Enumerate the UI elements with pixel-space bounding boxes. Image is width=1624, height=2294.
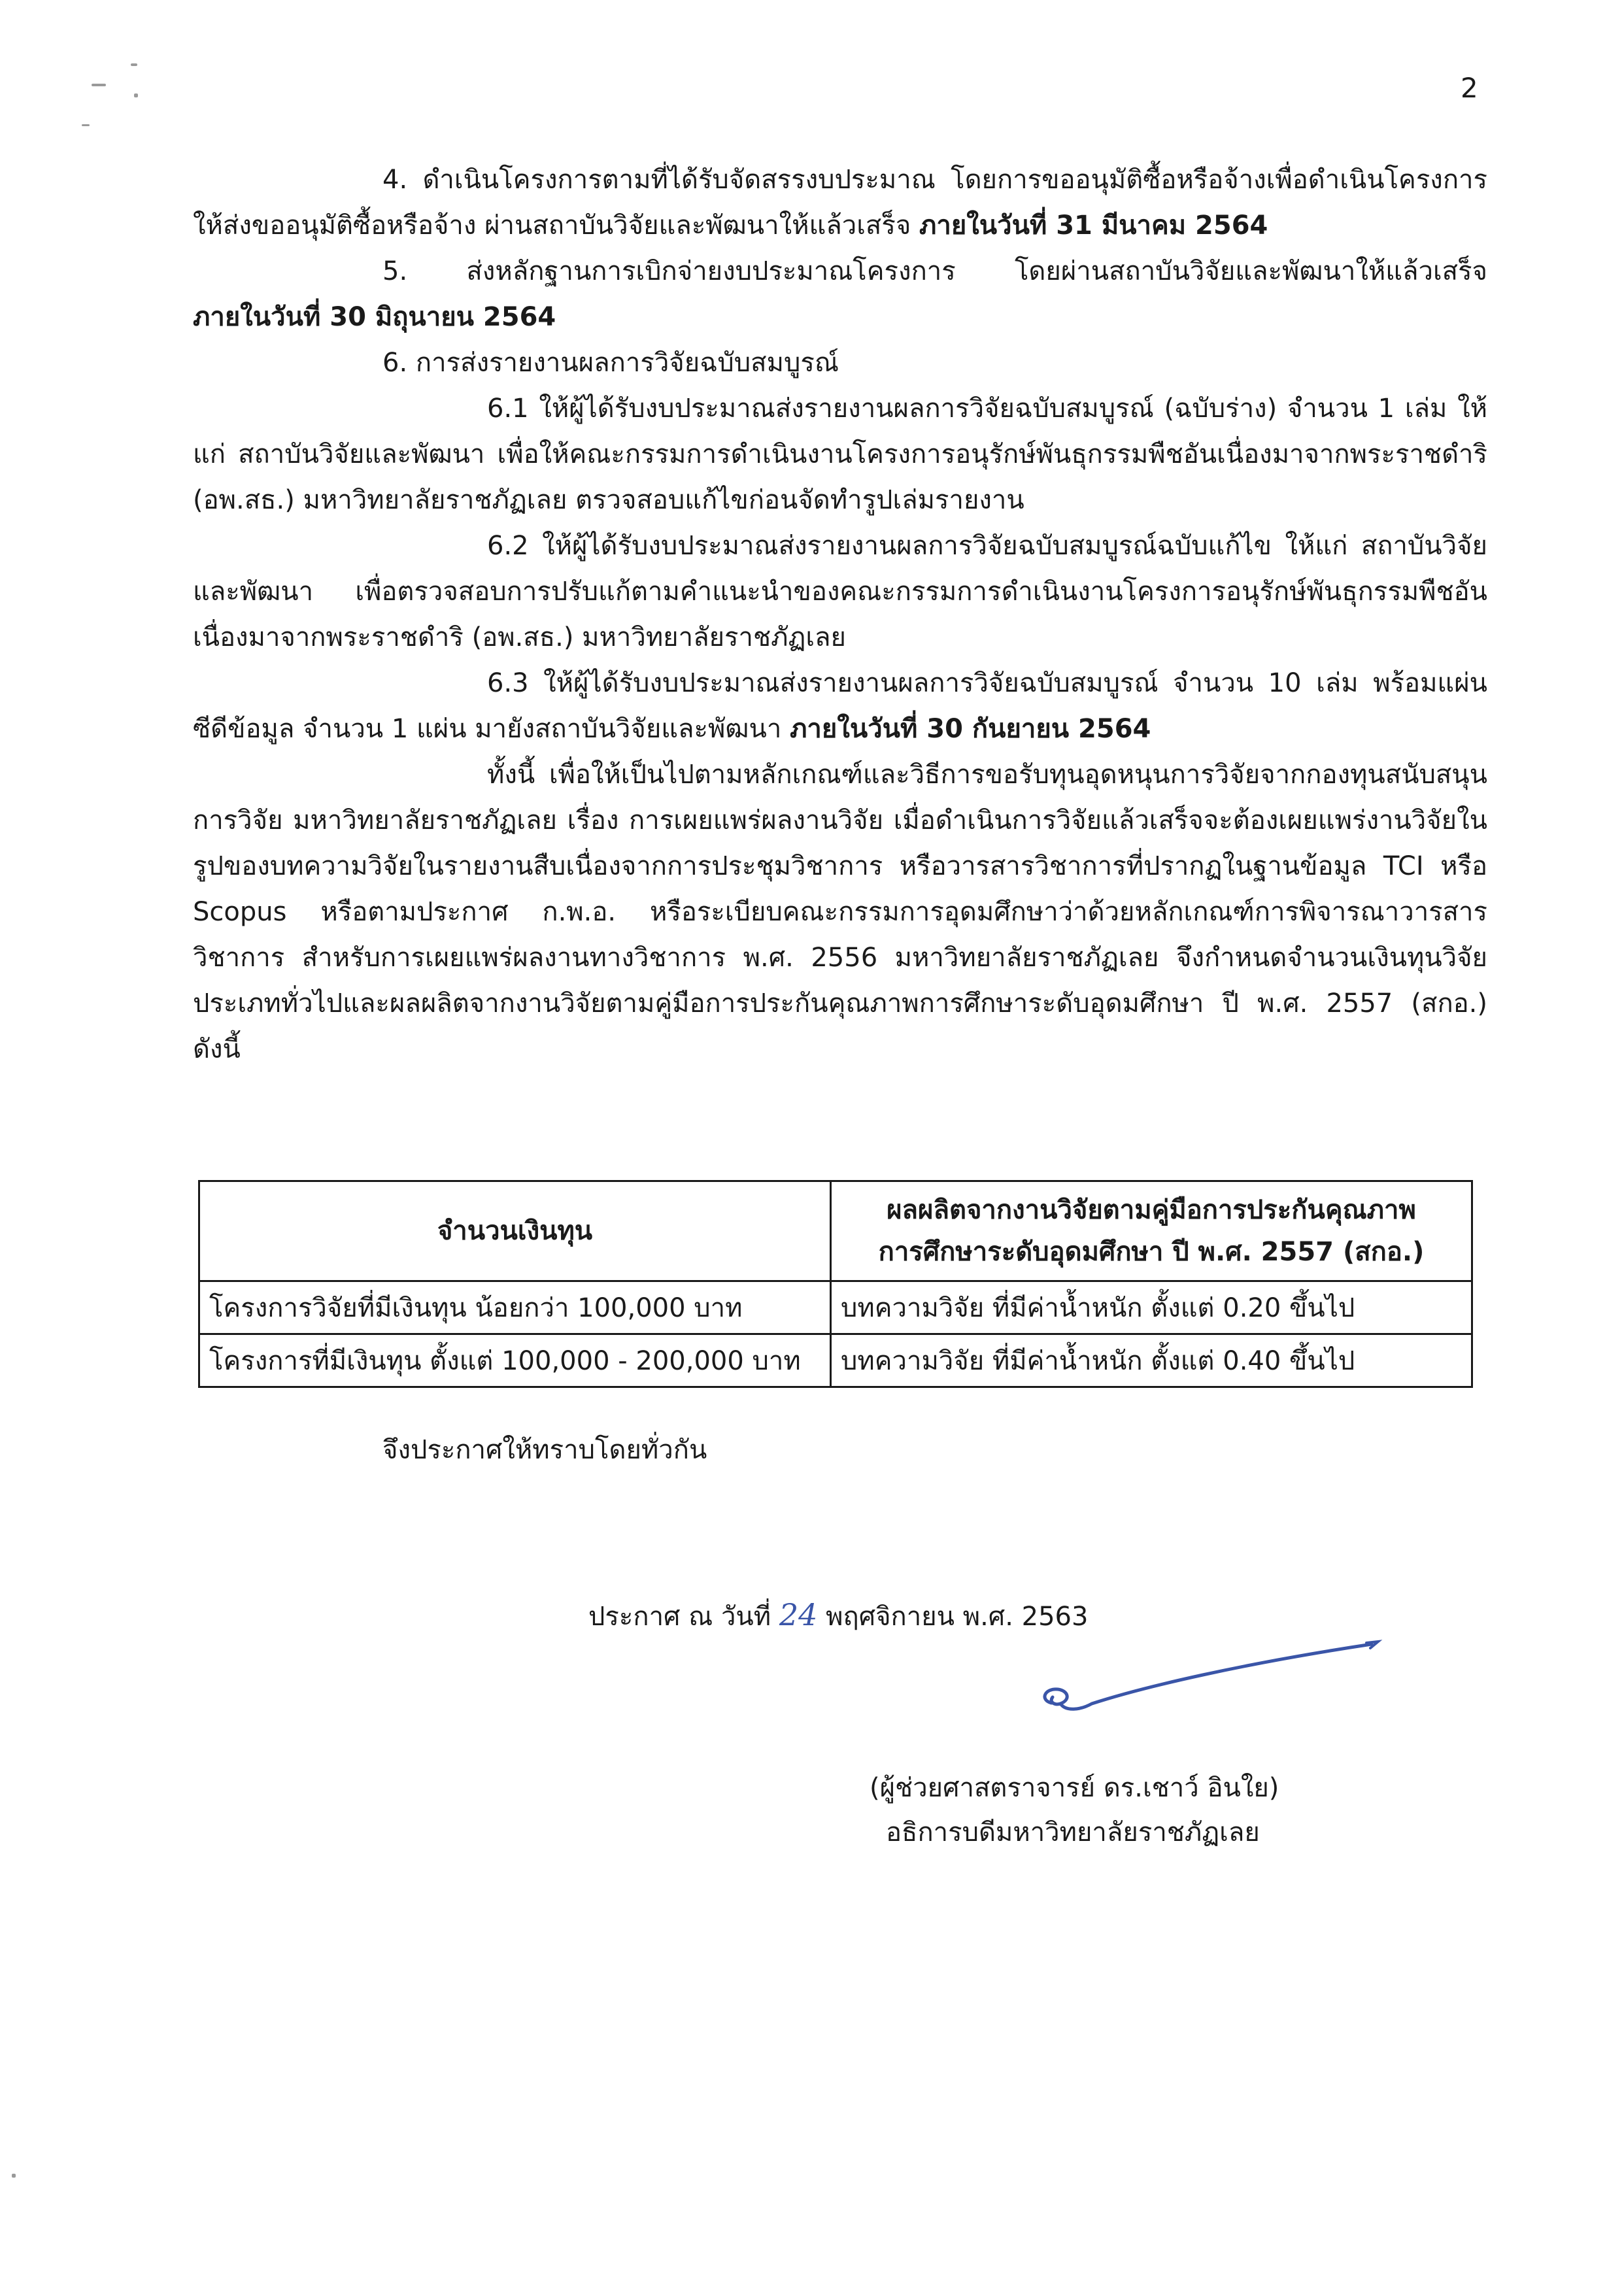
table-cell-output: บทความวิจัย ที่มีค่าน้ำหนัก ตั้งแต่ 0.40 ขึ้นไป (831, 1334, 1472, 1387)
signer-title: อธิการบดีมหาวิทยาลัยราชภัฏเลย (886, 1817, 1260, 1847)
item-4-deadline: ภายในวันที่ 31 มีนาคม 2564 (919, 211, 1268, 241)
announcement-day: 24 (779, 1597, 818, 1632)
item-4-number: 4. (382, 165, 408, 195)
item-6-3-deadline: ภายในวันที่ 30 กันยายน 2564 (790, 714, 1151, 744)
scan-mark (12, 2174, 16, 2178)
table-header-output (831, 1181, 1472, 1281)
page-number: 2 (1461, 72, 1478, 104)
table-cell-output: บทความวิจัย ที่มีค่าน้ำหนัก ตั้งแต่ 0.20 ขึ้นไป (831, 1281, 1472, 1334)
document-body (193, 157, 1487, 1072)
item-6-2: 6.2 ให้ผู้ได้รับงบประมาณส่งรายงานผลการวิจัยฉบับสมบูรณ์ฉบับแก้ไข ให้แก่ สถาบันวิจัยและพัฒนา เพื่อตรวจสอบการปรับแก้ตามคำแนะนำของคณะกรรมการดำเนินงานโครงการอนุรักษ์พันธุกรรมพืชอันเนื่องมาจากพระราชดำริ (อพ.สธ.) มหาวิทยาลัยราชภัฏเลย (193, 531, 1487, 652)
table-header-output-line1: ผลผลิตจากงานวิจัยตามคู่มือการประกันคุณภาพ (887, 1195, 1416, 1225)
table-cell-fund: โครงการวิจัยที่มีเงินทุน น้อยกว่า 100,000 บาท (199, 1281, 831, 1334)
criteria-paragraph: ทั้งนี้ เพื่อให้เป็นไปตามหลักเกณฑ์และวิธีการขอรับทุนอุดหนุนการวิจัยจากกองทุนสนับสนุนการวิจัย มหาวิทยาลัยราชภัฏเลย เรื่อง การเผยแพร่ผลงานวิจัย เมื่อดำเนินการวิจัยแล้วเสร็จจะต้องเผยแพร่งานวิจัยในรูปของบทความวิจัยในรายงานสืบเนื่องจากการประชุมวิชาการ หรือวารสารวิชาการที่ปรากฏในฐานข้อมูล TCI หรือ Scopus หรือตามประกาศ ก.พ.อ. หรือระเบียบคณะกรรมการอุดมศึกษาว่าด้วยหลักเกณฑ์การพิจารณาวารสารวิชาการ สำหรับการเผยแพร่ผลงานทางวิชาการ พ.ศ. 2556 มหาวิทยาลัยราชภัฏเลย จึงกำหนดจำนวนเงินทุนวิจัยประเภททั่วไปและผลผลิตจากงานวิจัยตามคู่มือการประกันคุณภาพการศึกษาระดับอุดมศึกษา ปี พ.ศ. 2557 (สกอ.) ดังนี้ (193, 760, 1487, 1064)
item-6-heading: 6. การส่งรายงานผลการวิจัยฉบับสมบูรณ์ (382, 348, 839, 378)
table-row (199, 1334, 1472, 1387)
item-5 (193, 248, 1487, 340)
announcement-date (588, 1595, 1088, 1637)
closing-statement: จึงประกาศให้ทราบโดยทั่วกัน (382, 1435, 707, 1465)
funding-table (198, 1180, 1473, 1388)
item-5-text: ส่งหลักฐานการเบิกจ่ายงบประมาณโครงการ โดยผ่านสถาบันวิจัยและพัฒนาให้แล้วเสร็จ (466, 256, 1487, 286)
table-header-fund: จำนวนเงินทุน (199, 1181, 831, 1281)
scan-mark (82, 124, 90, 126)
table-header-output-line2: การศึกษาระดับอุดมศึกษา ปี พ.ศ. 2557 (สกอ.) (878, 1237, 1425, 1267)
item-6-3 (193, 660, 1487, 752)
item-4 (193, 157, 1487, 248)
announcement-month-year: พฤศจิกายน พ.ศ. 2563 (826, 1602, 1089, 1632)
item-5-deadline: ภายในวันที่ 30 มิถุนายน 2564 (193, 302, 556, 332)
item-5-number: 5. (382, 256, 408, 286)
table-header-row (199, 1181, 1472, 1281)
item-6-1: 6.1 ให้ผู้ได้รับงบประมาณส่งรายงานผลการวิจัยฉบับสมบูรณ์ (ฉบับร่าง) จำนวน 1 เล่ม ให้แก่ สถาบันวิจัยและพัฒนา เพื่อให้คณะกรรมการดำเนินงานโครงการอนุรักษ์พันธุกรรมพืชอันเนื่องมาจากพระราชดำริ (อพ.สธ.) มหาวิทยาลัยราชภัฏเลย ตรวจสอบแก้ไขก่อนจัดทำรูปเล่มรายงาน (193, 394, 1487, 515)
announcement-prefix: ประกาศ ณ วันที่ (588, 1602, 771, 1632)
scan-mark (134, 93, 138, 97)
table-cell-fund: โครงการที่มีเงินทุน ตั้งแต่ 100,000 - 200,000 บาท (199, 1334, 831, 1387)
signer-name: (ผู้ช่วยศาสตราจารย์ ดร.เชาว์ อินใย) (870, 1773, 1279, 1803)
scan-mark (92, 84, 106, 86)
signature-image (1020, 1634, 1386, 1752)
table-row (199, 1281, 1472, 1334)
item-6-3-text: 6.3 ให้ผู้ได้รับงบประมาณส่งรายงานผลการวิจัยฉบับสมบูรณ์ จำนวน 10 เล่ม พร้อมแผ่นซีดีข้อมูล จำนวน 1 แผ่น มายังสถาบันวิจัยและพัฒนา (193, 668, 1487, 744)
item-4-text: ดำเนินโครงการตามที่ได้รับจัดสรรงบประมาณ โดยการขออนุมัติซื้อหรือจ้างเพื่อดำเนินโครงการให้ส่งขออนุมัติซื้อหรือจ้าง ผ่านสถาบันวิจัยและพัฒนาให้แล้วเสร็จ (193, 165, 1487, 241)
scan-mark (131, 63, 137, 66)
